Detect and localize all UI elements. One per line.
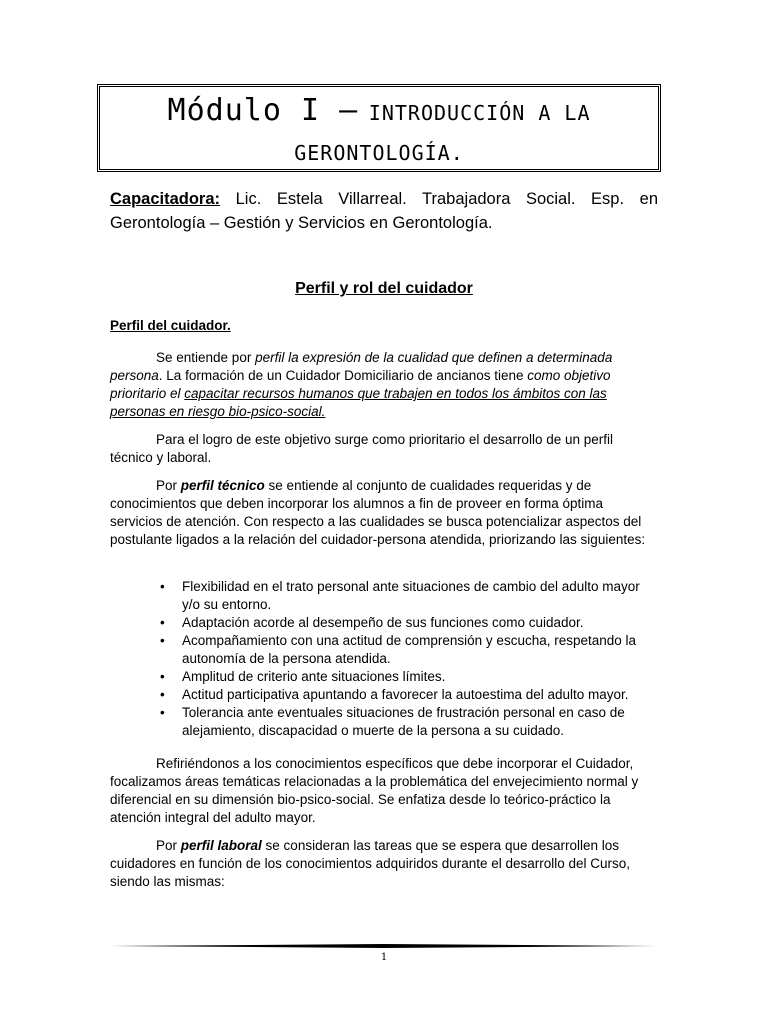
p5-text-a: Por xyxy=(156,838,181,853)
list-item-text: Flexibilidad en el trato personal ante situaciones de cambio del adulto mayor y/o su entorno. xyxy=(182,579,640,612)
p1-text-a: Se entiende por xyxy=(156,350,256,365)
p1-italic-definition: perfil la expresión de la cualidad que definen a determinada persona xyxy=(110,350,613,383)
title-line-2: GERONTOLOGÍA. xyxy=(294,141,464,165)
list-item-text: Actitud participativa apuntando a favorecer la autoestima del adulto mayor. xyxy=(182,687,629,702)
title-module: Módulo I – xyxy=(167,93,359,128)
list-item xyxy=(110,578,658,614)
paragraph-objective: Para el logro de este objetivo surge como prioritario el desarrollo de un perfil técnico y laboral. xyxy=(110,432,613,465)
paragraph-perfil-tecnico xyxy=(110,477,658,549)
p1-text-c: . La formación de un Cuidador Domiciliario de ancianos tiene xyxy=(158,368,528,383)
bullet-icon: • xyxy=(160,633,165,648)
title-line-1 xyxy=(100,93,658,128)
paragraph-conocimientos: Refiriéndonos a los conocimientos específicos que debe incorporar el Cuidador, focalizamos áreas temáticas relacionadas a la problemática del envejecimiento normal y diferencial en su dimensión bio-psico-social. Se enfatiza desde lo teórico-práctico la atención integral del adulto mayor. xyxy=(110,756,639,825)
page-number: 1 xyxy=(380,952,388,963)
p1-italic-objective: como objetivo prioritario el xyxy=(110,368,611,401)
list-item xyxy=(110,704,658,740)
footer-rule xyxy=(110,944,658,948)
list-item xyxy=(110,668,658,686)
capacitadora-text: Lic. Estela Villarreal. Trabajadora Social. Esp. en Gerontología – Gestión y Servicios en Gerontología. xyxy=(110,190,658,232)
list-item xyxy=(110,686,658,704)
p5-text-c: se consideran las tareas que se espera que desarrollen los cuidadores en función de los conocimientos adquiridos durante el desarrollo del Curso, siendo las mismas: xyxy=(110,838,631,889)
list-item-text: Acompañamiento con una actitud de comprensión y escucha, respetando la autonomía de la persona atendida. xyxy=(182,633,637,666)
capacitadora-label: Capacitadora: xyxy=(110,190,221,208)
list-item xyxy=(110,614,658,632)
list-item-text: Adaptación acorde al desempeño de sus funciones como cuidador. xyxy=(182,615,584,630)
p1-underlined-goal: capacitar recursos humanos que trabajen en todos los ámbitos con las personas en riesgo bio-psico-social. xyxy=(110,386,607,419)
bullet-icon: • xyxy=(160,705,165,720)
title-intro: INTRODUCCIÓN A LA xyxy=(368,101,591,125)
list-item xyxy=(110,632,658,668)
bullet-icon: • xyxy=(160,615,165,630)
bullet-icon: • xyxy=(160,687,165,702)
p5-term-perfil-laboral: perfil laboral xyxy=(180,838,262,853)
list-item-text: Amplitud de criterio ante situaciones límites. xyxy=(182,669,446,684)
subheading-perfil-cuidador: Perfil del cuidador. xyxy=(110,318,231,333)
bullet-icon: • xyxy=(160,579,165,594)
title-box xyxy=(97,84,661,172)
capacitadora-paragraph xyxy=(110,187,658,235)
qualities-list xyxy=(110,578,658,740)
list-item-text: Tolerancia ante eventuales situaciones de frustración personal en caso de alejamiento, discapacidad o muerte de la persona a su cuidado. xyxy=(182,705,625,738)
p3-text-c: se entiende al conjunto de cualidades requeridas y de conocimientos que deben incorporar los alumnos a fin de proveer en forma óptima servicios de atención. Con respecto a las cualidades se busca potencializar aspectos del postulante ligados a la relación del cuidador-persona atendida, priorizando las siguientes: xyxy=(110,478,646,547)
p3-term-perfil-tecnico: perfil técnico xyxy=(180,478,265,493)
section-title: Perfil y rol del cuidador xyxy=(295,280,473,297)
bullet-icon: • xyxy=(160,669,165,684)
paragraph-perfil-laboral xyxy=(110,837,658,891)
paragraph-definition xyxy=(110,349,658,421)
p3-text-a: Por xyxy=(156,478,181,493)
